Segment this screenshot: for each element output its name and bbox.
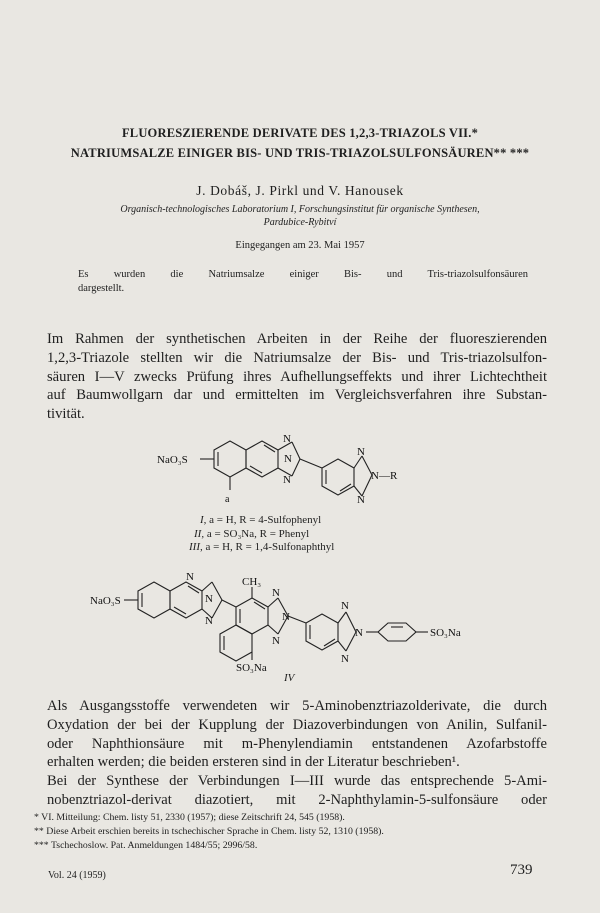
struct4-n-label: N [205, 593, 213, 605]
struct4-n-label: N [341, 600, 349, 612]
footnote-1: * VI. Mitteilung: Chem. listy 51, 2330 (1957); diese Zeitschrift 24, 545 (1958). [34, 812, 345, 823]
structure-one-diagram [0, 430, 600, 515]
compound-formula: a = H, R = 4-Sulfophenyl [209, 514, 322, 526]
journal-volume: Vol. 24 (1959) [48, 870, 106, 881]
struct4-n-label: N [341, 653, 349, 665]
intro-line: säuren I—V zwecks Prüfung ihres Aufhellungseffekts und ihrer Lichtechtheit [47, 368, 547, 385]
page-number: 739 [510, 862, 533, 878]
struct4-methyl: CH₃ [242, 576, 262, 588]
methods-line: erhalten werden; die beiden ersteren sind in der Literatur beschrieben¹. [47, 754, 460, 771]
compound-formula: a = H, R = 1,4-Sulfonaphthyl [205, 541, 335, 553]
received-date: Eingegangen am 23. Mai 1957 [235, 240, 365, 251]
authors: J. Dobáš, J. Pirkl und V. Hanousek [196, 183, 404, 198]
abstract-line: Es wurden die Natriumsalze einiger Bis- und Tris-triazolsulfonsäuren [78, 269, 528, 280]
struct1-substituent-a: a [225, 494, 230, 505]
struct4-n-label: N [186, 571, 194, 583]
affiliation-line1: Organisch-technologisches Laboratorium I, Forschungsinstitut für organische Synthesen, [120, 204, 480, 215]
struct1-n-label: N [357, 446, 365, 458]
methods-line: Oxydation der bei der Kupplung der Diazoverbindungen von Anilin, Sulfanil- [47, 716, 547, 733]
struct4-n-label: N [272, 587, 280, 599]
struct1-n-label: N [357, 494, 365, 506]
compound-id: II, [194, 527, 205, 540]
struct4-sulfonate-bottom: SO₃Na [236, 662, 267, 674]
struct4-substituent-left: NaO₃S [90, 595, 121, 607]
footnote-2: ** Diese Arbeit erschien bereits in tschechischer Sprache in Chem. listy 52, 1310 (1958). [34, 826, 384, 837]
methods-line: nobenztriazol-derivat diazotiert, mit 2-Naphthylamin-5-sulfonsäure oder [47, 791, 547, 808]
struct4-n-label: N [272, 635, 280, 647]
compound-row [189, 541, 334, 555]
struct4-n-label: N [205, 615, 213, 627]
methods-line: Bei der Synthese der Verbindungen I—III wurde das entsprechende 5-Ami- [47, 773, 547, 790]
compound-formula: a = SO₃Na, R = Phenyl [206, 527, 310, 540]
structure-four-label: IV [284, 672, 295, 684]
article-title-line1: FLUORESZIERENDE DERIVATE DES 1,2,3-TRIAZOLS VII.* [121, 126, 479, 140]
footnote-3: *** Tschechoslow. Pat. Anmeldungen 1484/55; 2996/58. [34, 840, 258, 851]
abstract [78, 268, 528, 296]
intro-line: 1,2,3-Triazole stellten wir die Natriumsalze der Bis- und Tris-triazolsulfon- [47, 349, 547, 366]
struct1-n-label: N [284, 453, 292, 465]
struct1-r-group: N—R [371, 470, 398, 482]
struct1-n-label: N [283, 433, 291, 445]
affiliation-line2: Pardubice-Rybitví [263, 217, 337, 228]
methods-line: oder Naphthionsäure mit m-Phenylendiamin entstandenen Azofarbstoffe [47, 735, 547, 752]
struct1-n-label: N [283, 474, 291, 486]
compound-id: III, [189, 541, 203, 553]
struct4-sulfonate-right: SO₃Na [430, 627, 461, 639]
struct1-substituent-left: NaO₃S [157, 454, 188, 466]
methods-paragraph [47, 697, 547, 810]
struct4-n-label: N [355, 627, 363, 639]
intro-line: tivität. [47, 406, 85, 423]
intro-paragraph [47, 330, 547, 424]
methods-line: Als Ausgangsstoffe verwendeten wir 5-Aminobenztriazolderivate, die durch [47, 698, 547, 714]
compound-row [200, 514, 321, 528]
compound-id: I, [200, 514, 207, 526]
struct4-n-label: N [282, 611, 290, 623]
abstract-line: dargestellt. [78, 283, 125, 294]
compound-row [194, 528, 309, 542]
structure-four-diagram [0, 565, 600, 675]
intro-line: Im Rahmen der synthetischen Arbeiten in der Reihe der fluoreszierenden [47, 331, 547, 347]
intro-line: auf Baumwollgarn dar und ermittelten im Vergleichsverfahren ihre Substan- [47, 387, 547, 404]
article-title-line2: NATRIUMSALZE EINIGER BIS- UND TRIS-TRIAZOLSULFONSÄUREN** *** [70, 146, 530, 160]
